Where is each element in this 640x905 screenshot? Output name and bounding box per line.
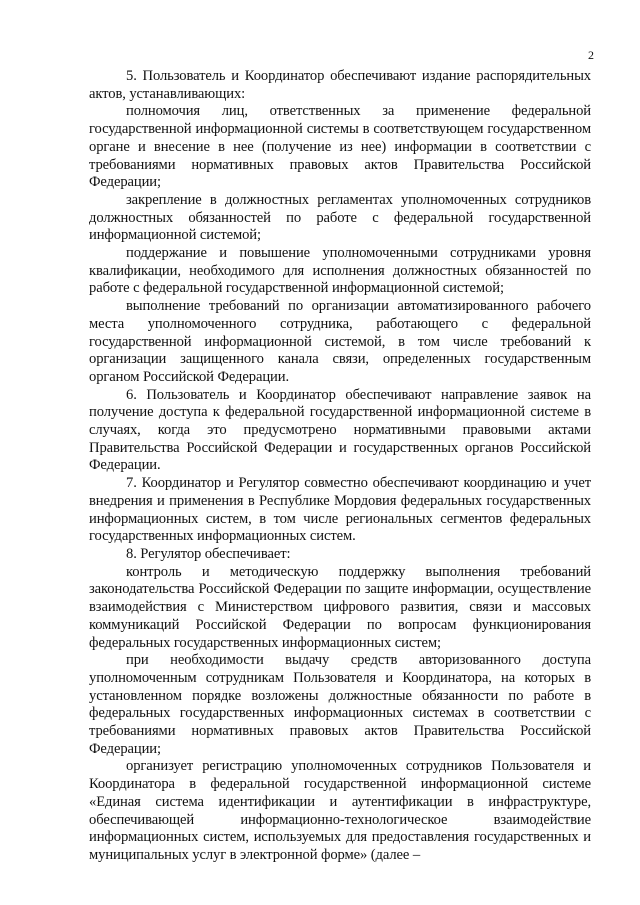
paragraph-8-item-2: при необходимости выдачу средств авторизованного доступа уполномоченным сотрудникам Пользователя и Координатора, на которых в установленном порядке возложены должностные обязанности по работе в федеральных государственных информационных системах в соответствии с требованиями нормативных правовых актов Правительства Российской Федерации; — [89, 652, 591, 757]
paragraph-7: 7. Координатор и Регулятор совместно обеспечивают координацию и учет внедрения и применения в Республике Мордовия федеральных государственных информационных систем, в том числе региональных сегментов федеральных государственных информационных систем. — [89, 475, 591, 545]
document-body — [89, 68, 591, 865]
paragraph-5: 5. Пользователь и Координатор обеспечивают издание распорядительных актов, устанавливающих: — [89, 68, 591, 102]
paragraph-5-item-4: выполнение требований по организации автоматизированного рабочего места уполномоченного сотрудника, работающего с федеральной государственной информационной системой, в том числе требований к организации защищенного канала связи, определенных государственным органом Российской Федерации. — [89, 298, 591, 385]
paragraph-6: 6. Пользователь и Координатор обеспечивают направление заявок на получение доступа к федеральной государственной информационной системе в случаях, когда это предусмотрено нормативными правовыми актами Правительства Российской Федерации и государственных органов Российской Федерации. — [89, 386, 591, 474]
paragraph-5-item-3: поддержание и повышение уполномоченными сотрудниками уровня квалификации, необходимого для исполнения должностных обязанностей по работе с федеральной государственной информационной системой; — [89, 245, 591, 297]
paragraph-8-item-3: организует регистрацию уполномоченных сотрудников Пользователя и Координатора в федеральной государственной информационной системе «Единая система идентификации и аутентификации в инфраструктуре, обеспечивающей информационно-технологическое взаимодействие информационных систем, используемых для предоставления государственных и муниципальных услуг в электронной форме» (далее – — [89, 758, 591, 863]
paragraph-5-item-2: закрепление в должностных регламентах уполномоченных сотрудников должностных обязанностей по работе с федеральной государственной информационной системой; — [89, 191, 591, 244]
page-number: 2 — [588, 48, 594, 62]
paragraph-5-item-1: полномочия лиц, ответственных за применение федеральной государственной информационной системы в соответствующем государственном органе и внесение в нее (получение из нее) информации в соответствии с требованиями нормативных правовых актов Правительства Российской Федерации; — [89, 103, 591, 191]
paragraph-8: 8. Регулятор обеспечивает: — [126, 545, 291, 562]
paragraph-8-item-1: контроль и методическую поддержку выполнения требований законодательства Российской Федерации по защите информации, осуществление взаимодействия с Министерством цифрового развития, связи и массовых коммуникаций Российской Федерации по вопросам функционирования федеральных государственных информационных систем; — [89, 563, 591, 651]
